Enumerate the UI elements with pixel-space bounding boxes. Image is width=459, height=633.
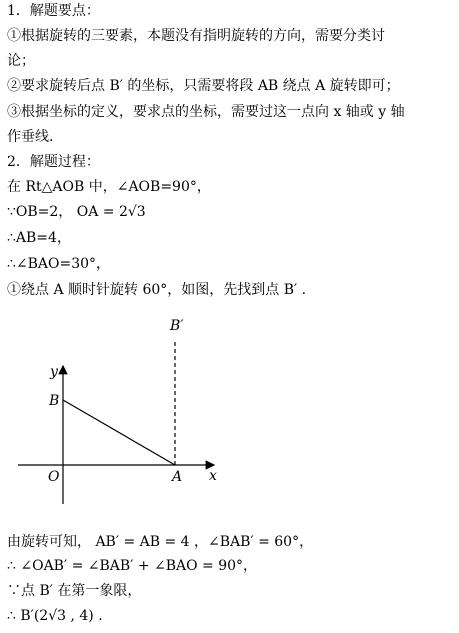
key-point-1-continued: 论； <box>7 53 35 69</box>
label-b: B <box>49 393 60 409</box>
key-point-3-continued: 作垂线. <box>7 129 54 145</box>
step-rotation: ①绕点 A 顺时针旋转 60°，如图，先找到点 B′ . <box>7 282 307 298</box>
conclusion-quadrant: ∵点 B′ 在第一象限， <box>7 583 142 599</box>
conclusion-angle: ∴ ∠OAB′ = ∠BAB′ + ∠BAO = 90°， <box>7 558 258 574</box>
label-x: x <box>209 468 217 484</box>
label-o: O <box>48 469 60 485</box>
process-heading: 2．解题过程： <box>7 154 100 170</box>
conclusion-rotation: 由旋转可知， AB′ = AB = 4 ，∠BAB′ = 60°， <box>7 534 314 550</box>
segment-ab <box>63 400 175 465</box>
step-given-lengths: ∵OB=2， OA = 2√3 <box>7 204 146 220</box>
key-point-3: ③根据坐标的定义，要求点的坐标，需要过这一点向 x 轴或 y 轴 <box>7 104 405 120</box>
rotation-figure <box>0 314 459 514</box>
step-triangle: 在 Rt△AOB 中，∠AOB=90°， <box>7 179 211 195</box>
key-points-heading: 1．解题要点： <box>7 3 100 19</box>
step-angle-bao: ∴∠BAO=30°， <box>7 256 111 272</box>
step-ab-length: ∴AB=4， <box>7 230 71 246</box>
label-y: y <box>50 364 58 380</box>
key-point-1: ①根据旋转的三要素，本题没有指明旋转的方向，需要分类讨 <box>7 28 385 44</box>
label-a: A <box>172 469 183 485</box>
conclusion-coordinates: ∴ B′(2√3 , 4) . <box>7 608 103 624</box>
key-point-2: ②要求旋转后点 B′ 的坐标，只需要将段 AB 绕点 A 旋转即可； <box>7 78 400 94</box>
label-b-prime: B′ <box>170 318 184 334</box>
